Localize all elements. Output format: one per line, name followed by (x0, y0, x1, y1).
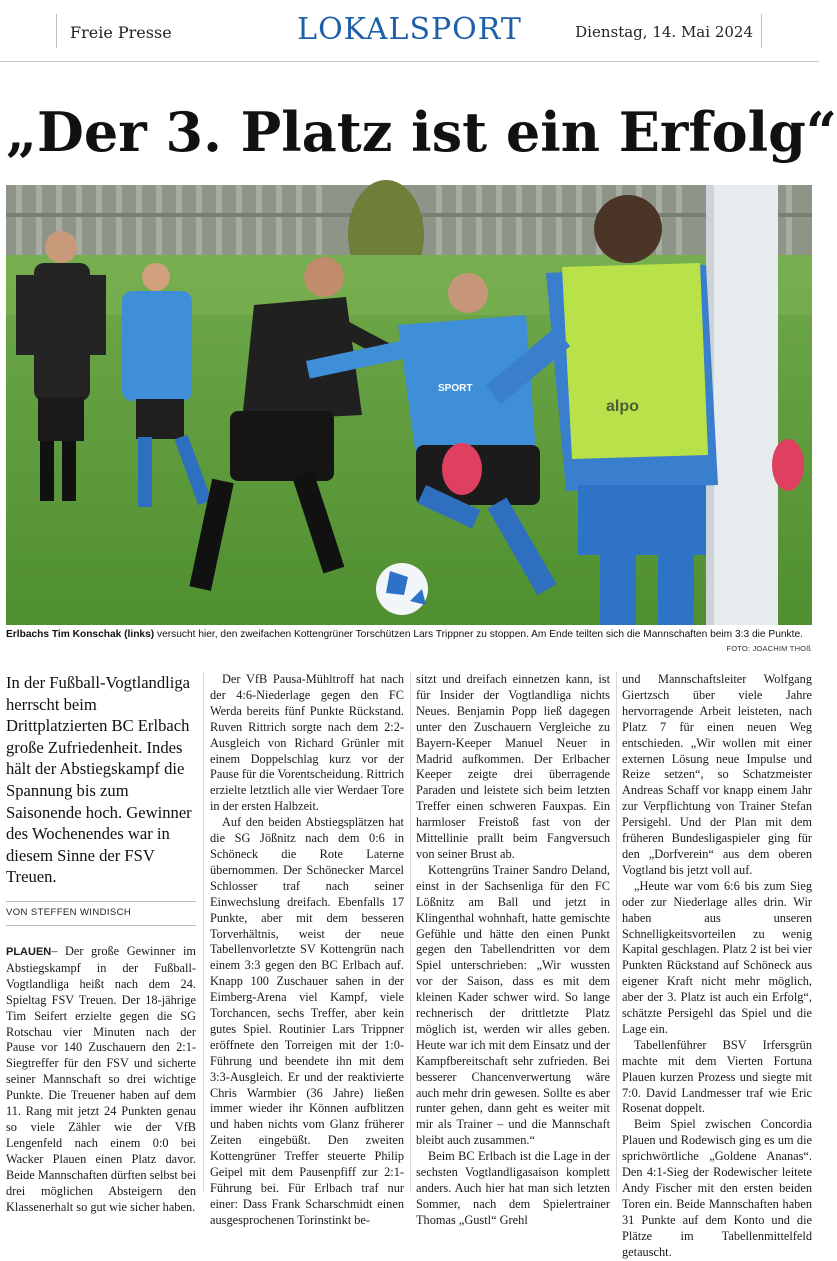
lead-column (6, 672, 196, 888)
paragraph: „Heute war vom 6:6 bis zum Sieg oder zur Niederlage alles drin. Wir haben aus unseren Schnelligkeitsvorteilen zu wenig Kapital geschlagen. Platz 2 ist bei vier Punkten Rückstand auf Schöneck aus eigener Kraft nicht mehr möglich, aber der 3. Platz ist auch ein Erfolg“, schätzte Persigehl das Spiel und die Lage ein. (622, 878, 812, 1036)
paragraph: Kottengrüns Trainer Sandro Deland, einst in der Sachsenliga für den FC Lößnitz am Ball und jetzt in Klingenthal wohnhaft, hatte gemischte Gefühle und hätte den einen Punkt gegen den Tabellendritten vor dem Spiel unterschrieben: „Wir wussten vor der Saison, dass es mit dem kleinen Kader schwer wird. So lange rechnerisch der drittletzte Platz möglich ist, werden wir alles geben. Heute war ich mit dem Einsatz und der Kampfbereitschaft sehr zufrieden. Bei besserer Chancenverwertung wäre auch mehr drin gewesen. Sollte es aber runter gehen, dann geht es weiter mit mir als Trainer – und die Mannschaft bleibt auch zusammen.“ (416, 862, 610, 1148)
lead-divider (6, 901, 196, 902)
column-rule (616, 672, 617, 1192)
photo-credit: FOTO: JOACHIM THOß (726, 644, 811, 653)
masthead-divider (761, 14, 762, 48)
masthead (0, 0, 819, 62)
article-headline: „Der 3. Platz ist ein Erfolg“ (6, 100, 837, 164)
column-rule (203, 672, 204, 1192)
paragraph: sitzt und dreifach einnetzen kann, ist für Insider der Vogtlandliga nichts Neues. Benjamin Popp ließ dagegen unter den Zuschauern Vergleiche zu Bayern-Keeper Manuel Neuer in Madrid aufkommen. Der Erlbacher Keeper zeigte drei überragende Paraden und leistete sich beim letzten Treffer einen schweren Fauxpas. Ein harmloser Freistoß fast von der Mittellinie prallt beim Fangversuch von seiner Brust ab. (416, 672, 610, 861)
dateline: PLAUEN (6, 946, 52, 958)
article-photo (6, 185, 812, 625)
photo-caption-bold: Erlbachs Tim Konschak (links) (6, 629, 155, 640)
paragraph: Beim Spiel zwischen Concordia Plauen und Rodewisch ging es um die sprichwörtliche „Goldene Ananas“. Den 4:1-Sieg der Rodewischer leitete Andy Fischer mit den ersten beiden Toren ein. Beide Mannschaften haben 31 Punkte auf dem Konto und die Plätze im Tabellenmittelfeld getauscht. (622, 1117, 812, 1259)
photo-caption-text: versucht hier, den zweifachen Kottengrüner Torschützen Lars Trippner zu stoppen. Am Ende teilten sich die Mannschaften beim 3:3 die Punkte. (154, 629, 803, 640)
section-title: LOKALSPORT (297, 12, 522, 47)
paragraph: und Mannschaftsleiter Wolfgang Giertzsch über viele Jahre hervorragende Arbeit leisteten, nach Platz 7 für einen neuen Weg entschieden. „Wir wollen mit einer externen Lösung neue Impulse und Reize setzen“, so Schatzmeister Andreas Schaff vor knapp einem Jahr zur Verpflichtung von Trainer Stefan Persigehl. Und der Plan mit dem früheren Bundesligaspieler ging für den „Dorfverein“ aus dem oberen Vogtland bis jetzt voll auf. (622, 672, 812, 877)
paragraph: Auf den beiden Abstiegsplätzen hat die SG Jößnitz nach dem 0:6 in Schöneck die Rote Laterne übernommen. Der Schönecker Marcel Schlosser traf nach seiner Einwechslung dreifach. Ebenfalls 17 Punkte, aber mit dem besseren Torverhältnis, weist der neue Tabellenvorletzte SV Kottengrün nach einem 3:3 gegen den BC Erlbach auf. Knapp 100 Zuschauer sahen in der Eimberg-Arena viel Kampf, viele Torchancen, sechs Treffer, aber kein gutes Spiel. Routinier Lars Trippner eröffnete den Torreigen mit der 1:0-Führung und beendete ihn mit dem 3:3-Ausgleich. Er und der reaktivierte Chris Warmbier (36 Jahre) ließen immer wieder ihr Können aufblitzen und haben nichts vom Glanz früherer Zeiten eingebüßt. Den zweiten Kottengrüner Treffer steuerte Philip Geipel mit dem Pausenpfiff zur 2:1-Führung bei. Für Erlbach traf nur einer: Dass Frank Scharschmidt einen ausgesprochenen Torinstinkt be- (210, 815, 404, 1227)
text-column-3 (416, 672, 610, 1229)
text-column-4 (622, 672, 812, 1261)
bib-sponsor: alpo (606, 398, 639, 415)
newspaper-name: Freie Presse (70, 23, 172, 42)
article-author: VON STEFFEN WINDISCH (6, 907, 132, 918)
article-lead: In der Fußball-Vogtlandliga herrscht beim Drittplatzierten BC Erlbach große Zufriedenheit. Indes hält der Abstiegskampf die Spannung bis zum Saisonende hoch. Gewinner des Wochenendes war in diesem Sinne der FSV Treuen. (6, 673, 192, 887)
shirt-sponsor: SPORT (438, 383, 473, 394)
issue-date: Dienstag, 14. Mai 2024 (575, 23, 753, 41)
football (376, 563, 428, 615)
paragraph: Beim BC Erlbach ist die Lage in der sechsten Vogtlandligasaison komplett anders. Auch hier hat man sich letzten Sommer, nach dem Spielertrainer Thomas „Gustl“ Grehl (416, 1149, 610, 1227)
goal-post (706, 185, 778, 625)
paragraph: Der VfB Pausa-Mühltroff hat nach der 4:6-Niederlage gegen den FC Werda bereits fünf Punkte Rückstand. Ruven Rittrich sorgte nach dem 2:2-Ausgleich von Richard Grünler mit einem Doppelschlag kurz vor der Pause für die Vorentscheidung. Rittrich erzielte letztlich alle vier Werdaer Tore in der ersten Halbzeit. (210, 672, 404, 814)
author-divider (6, 925, 196, 926)
football-match-photo (6, 185, 812, 625)
photo-caption (6, 628, 812, 641)
paragraph: Tabellenführer BSV Irfersgrün machte mit dem Vierten Fortuna Plauen kurzen Prozess und siegte mit 7:0. David Landmesser traf wie Eric Rosenat doppelt. (622, 1037, 812, 1116)
column-rule (410, 672, 411, 1192)
text-column-1 (6, 944, 196, 1215)
text-column-2 (210, 672, 404, 1229)
paragraph: PLAUEN– Der große Gewinner im Abstiegskampf in der Fußball-Vogtlandliga heißt nach dem 24. Spieltag FSV Treuen. Der 18-jährige Tim Seifert erzielte gegen die SG Rotschau vier Minuten nach der Pause vor 140 Zuschauern den 2:1-Siegtreffer für den FSV und sicherte seiner Mannschaft so drei wichtige Punkte. Die Treuener haben auf dem 11. Rang mit jetzt 24 Punkten genau so viele Zähler wie der VfB Lengenfeld nach einem 0:0 bei Wacker Plauen einen Platz davor. Beide Mannschaften dürften selbst bei drei möglichen Absteigern den Klassenerhalt so gut wie sicher haben. (6, 944, 196, 1214)
